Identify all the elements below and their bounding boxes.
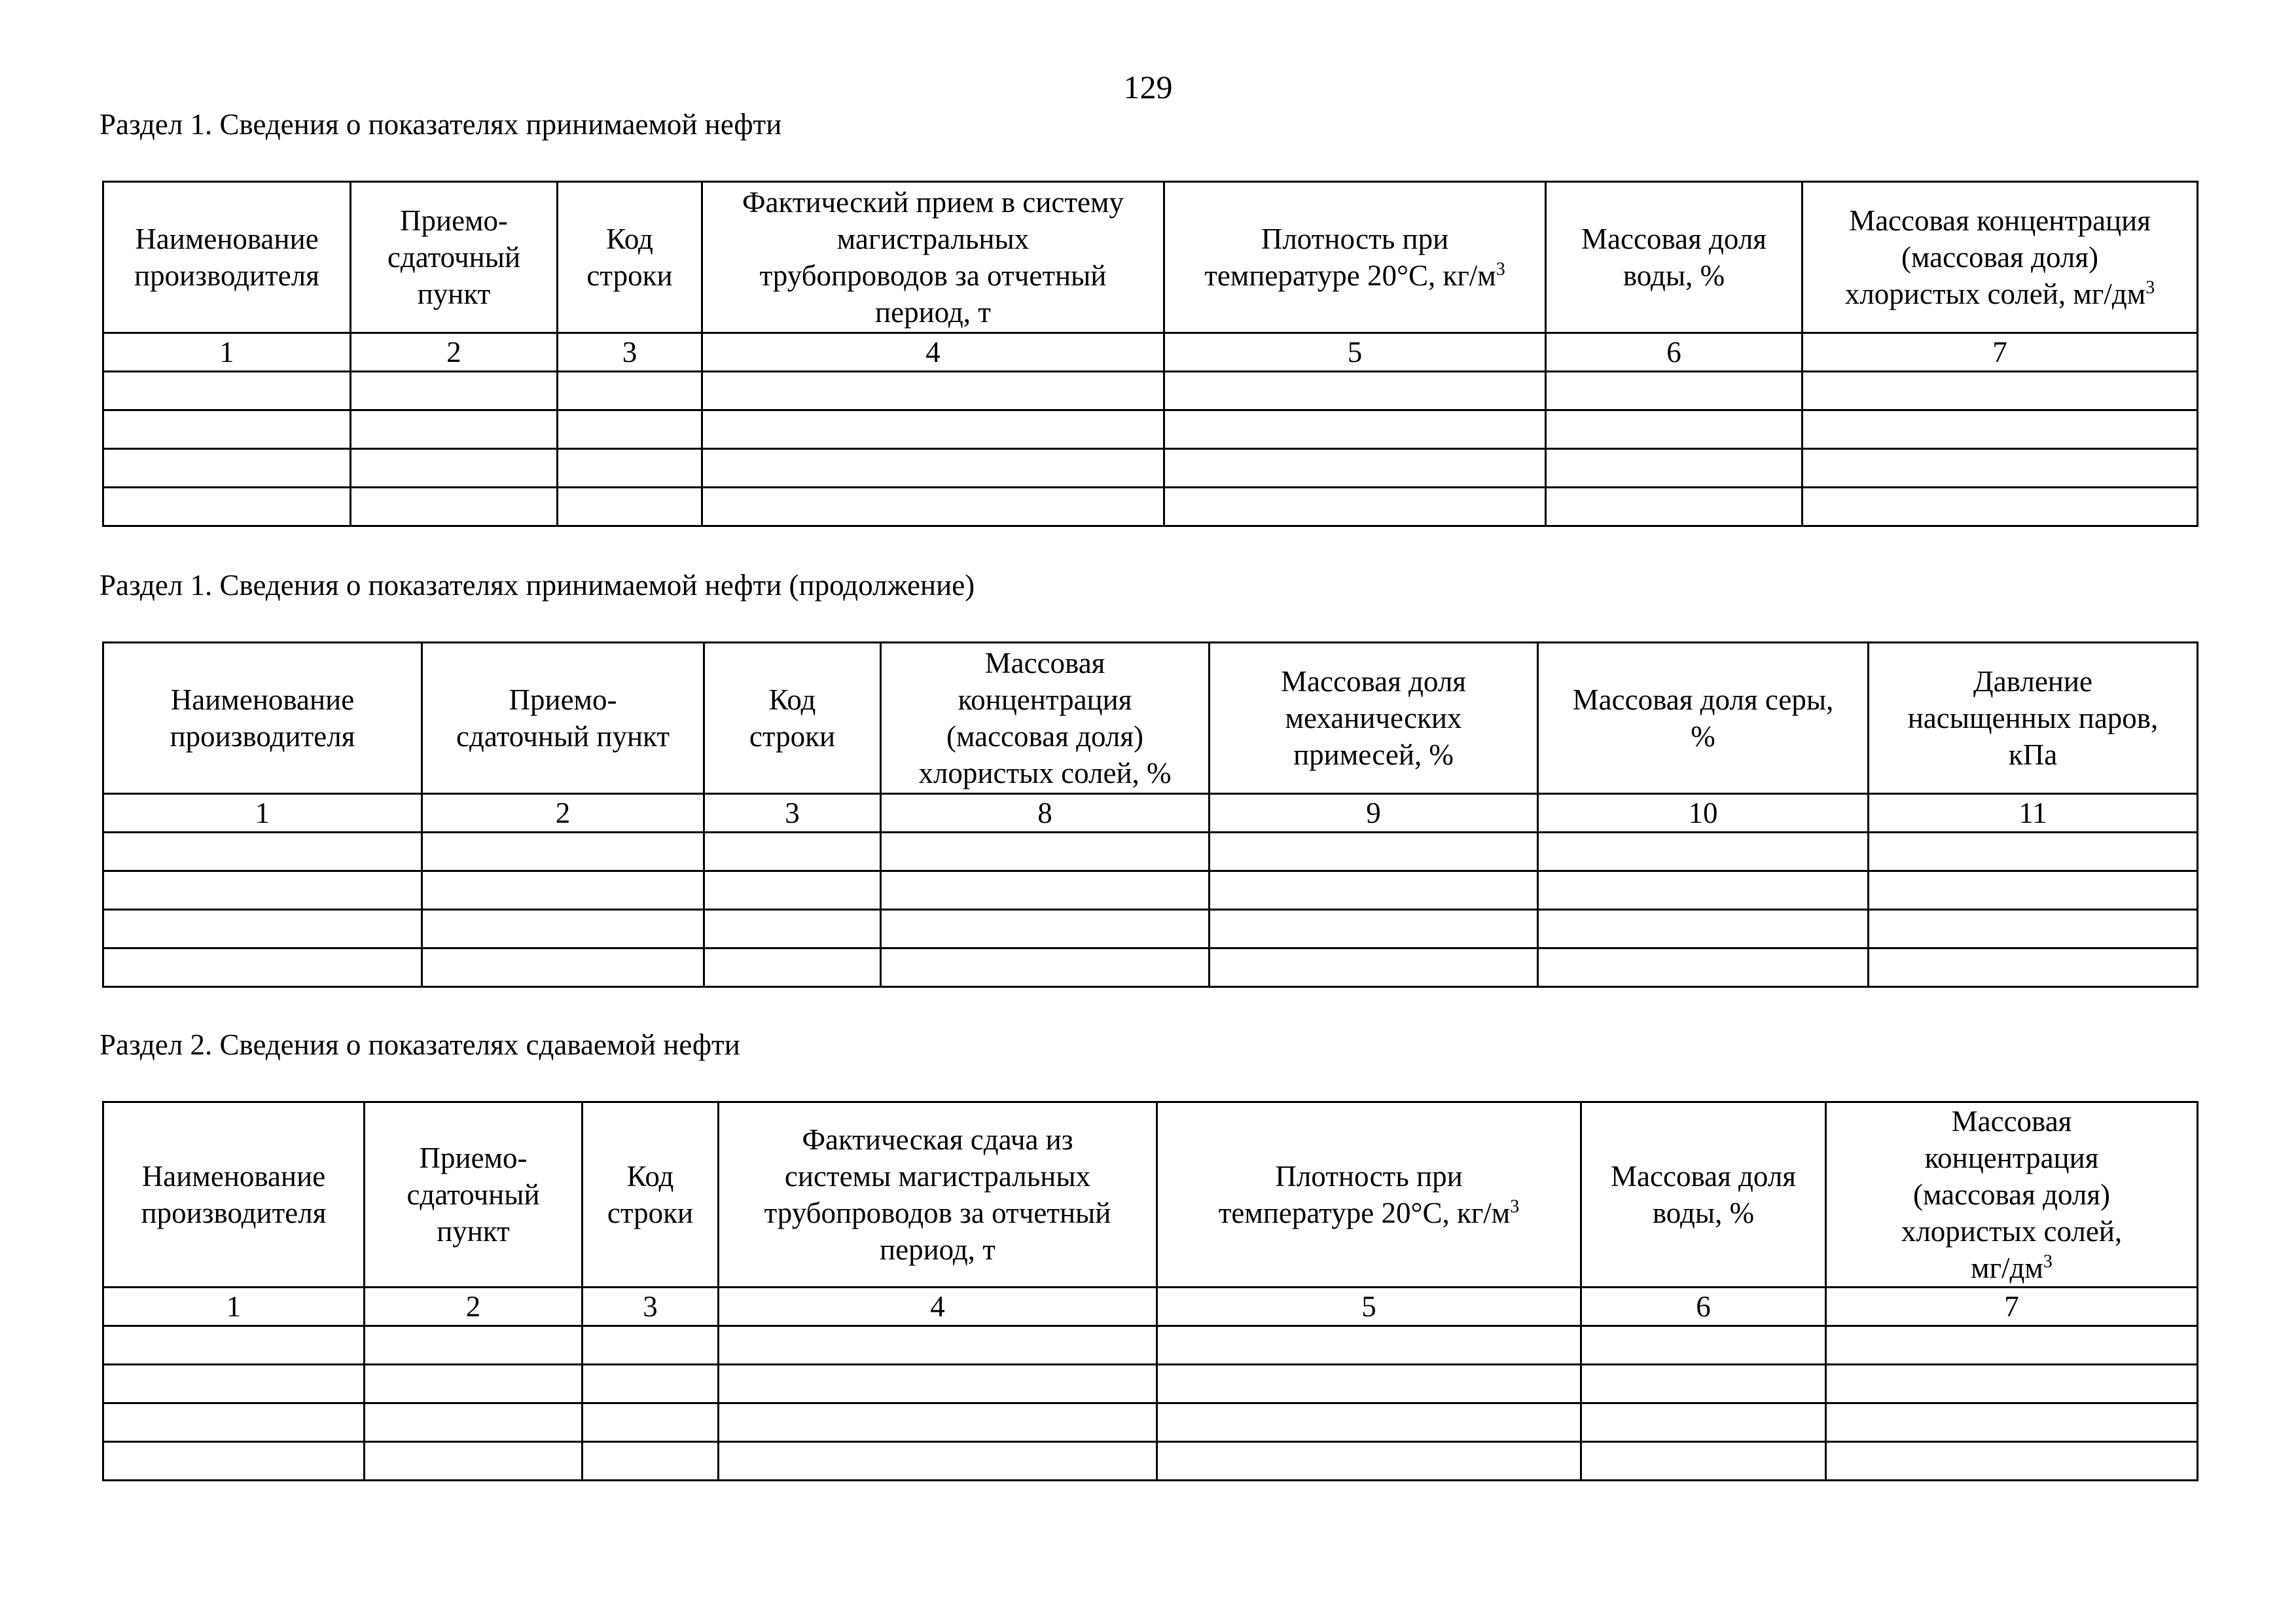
- empty-cell: [1538, 871, 1869, 910]
- empty-cell: [583, 1365, 719, 1403]
- unit-superscript: 3: [1496, 259, 1505, 280]
- empty-cell: [1826, 1442, 2198, 1481]
- column-header: [1546, 182, 1803, 333]
- column-number: 3: [558, 333, 702, 372]
- column-number: 1: [103, 1288, 365, 1326]
- column-number: 2: [351, 333, 558, 372]
- empty-cell: [1210, 871, 1538, 910]
- column-header: [702, 182, 1164, 333]
- header-row: [103, 1102, 2198, 1288]
- empty-cell: [1157, 1326, 1581, 1365]
- empty-cell: [103, 372, 351, 410]
- empty-cell: [558, 449, 702, 488]
- empty-cell: [704, 833, 881, 871]
- empty-cell: [365, 1365, 583, 1403]
- column-header-label: Приемо- сдаточный пункт: [406, 1142, 540, 1248]
- empty-cell: [1546, 410, 1803, 449]
- column-header: [704, 643, 881, 794]
- empty-cell: [1803, 449, 2198, 488]
- empty-cell: [351, 488, 558, 526]
- table-row: [103, 372, 2198, 410]
- table-row: [103, 449, 2198, 488]
- column-header: [1210, 643, 1538, 794]
- empty-cell: [1538, 833, 1869, 871]
- empty-cell: [719, 1403, 1157, 1442]
- empty-cell: [1546, 372, 1803, 410]
- column-header: [558, 182, 702, 333]
- column-header-label: Фактическая сдача из системы магистральных трубопроводов за отчетный период, т: [764, 1123, 1111, 1266]
- empty-cell: [1164, 410, 1546, 449]
- empty-cell: [702, 449, 1164, 488]
- column-header: [365, 1102, 583, 1288]
- column-header-label: Массовая концентрация (массовая доля) хлористых солей, %: [918, 647, 1172, 789]
- empty-cell: [1826, 1403, 2198, 1442]
- empty-cell: [422, 948, 704, 987]
- table-row: [103, 488, 2198, 526]
- unit-superscript: 3: [1510, 1197, 1520, 1217]
- empty-cell: [1210, 910, 1538, 948]
- column-header: [422, 643, 704, 794]
- column-header-label: Массовая доля воды, %: [1581, 223, 1767, 292]
- column-header: [103, 182, 351, 333]
- empty-cell: [1869, 871, 2198, 910]
- empty-cell: [103, 871, 422, 910]
- column-header: [1869, 643, 2198, 794]
- empty-cell: [1164, 488, 1546, 526]
- column-header: [1581, 1102, 1826, 1288]
- table-section-1: [102, 181, 2198, 527]
- column-number: 9: [1210, 794, 1538, 833]
- empty-cell: [103, 1403, 365, 1442]
- empty-cell: [103, 833, 422, 871]
- column-number: 3: [704, 794, 881, 833]
- column-header: [1538, 643, 1869, 794]
- table-row: [103, 948, 2198, 987]
- empty-cell: [1581, 1365, 1826, 1403]
- column-number: 2: [365, 1288, 583, 1326]
- column-header-label: Наименование производителя: [134, 223, 319, 292]
- empty-cell: [702, 488, 1164, 526]
- empty-cell: [1157, 1442, 1581, 1481]
- empty-cell: [1803, 372, 2198, 410]
- empty-cell: [422, 871, 704, 910]
- section-title-3: Раздел 2. Сведения о показателях сдаваемой нефти: [99, 1028, 740, 1061]
- empty-cell: [1869, 948, 2198, 987]
- empty-cell: [1803, 410, 2198, 449]
- empty-cell: [351, 410, 558, 449]
- section-title-1: Раздел 1. Сведения о показателях принимаемой нефти: [99, 108, 782, 141]
- table-row: [103, 871, 2198, 910]
- column-number: 4: [719, 1288, 1157, 1326]
- empty-cell: [103, 1365, 365, 1403]
- empty-cell: [704, 871, 881, 910]
- section-title-2: Раздел 1. Сведения о показателях принимаемой нефти (продолжение): [99, 569, 975, 602]
- header-row: [103, 643, 2198, 794]
- empty-cell: [422, 833, 704, 871]
- empty-cell: [1826, 1326, 2198, 1365]
- empty-cell: [719, 1326, 1157, 1365]
- column-header-label: Массовая доля серы, %: [1572, 683, 1834, 753]
- empty-cell: [881, 833, 1210, 871]
- empty-cell: [558, 488, 702, 526]
- column-number: 8: [881, 794, 1210, 833]
- empty-cell: [365, 1403, 583, 1442]
- empty-cell: [704, 910, 881, 948]
- unit-superscript: 3: [2043, 1252, 2053, 1272]
- column-header-label: Давление насыщенных паров, кПа: [1907, 665, 2159, 771]
- empty-cell: [103, 449, 351, 488]
- empty-cell: [583, 1326, 719, 1365]
- empty-cell: [1581, 1403, 1826, 1442]
- empty-cell: [103, 410, 351, 449]
- column-header-label: Код строки: [607, 1160, 694, 1229]
- empty-cell: [702, 372, 1164, 410]
- table-row: [103, 410, 2198, 449]
- column-header-label: Массовая концентрация (массовая доля) хлористых солей, $мг/дм^3$: [1901, 1105, 2123, 1284]
- table-row: [103, 833, 2198, 871]
- empty-cell: [365, 1326, 583, 1365]
- column-number: 4: [702, 333, 1164, 372]
- table-row: [103, 1326, 2198, 1365]
- empty-cell: [881, 910, 1210, 948]
- table-row: [103, 1365, 2198, 1403]
- empty-cell: [1546, 488, 1803, 526]
- column-number-row: [103, 794, 2198, 833]
- empty-cell: [558, 372, 702, 410]
- column-header-label: Массовая доля механических примесей, %: [1281, 665, 1466, 771]
- column-header: [103, 643, 422, 794]
- empty-cell: [103, 948, 422, 987]
- empty-cell: [351, 449, 558, 488]
- column-header: [881, 643, 1210, 794]
- column-header-label: Код строки: [749, 683, 836, 753]
- column-header-label: Наименование производителя: [141, 1160, 327, 1229]
- column-header-label: Наименование производителя: [170, 683, 355, 753]
- empty-cell: [1210, 948, 1538, 987]
- column-number: 5: [1164, 333, 1546, 372]
- unit-superscript: 3: [2145, 278, 2155, 298]
- column-number: 7: [1803, 333, 2198, 372]
- column-header-label: Плотность при температуре 20°С, $кг/м^3$: [1218, 1160, 1520, 1229]
- empty-cell: [1538, 948, 1869, 987]
- column-number: 3: [583, 1288, 719, 1326]
- empty-cell: [719, 1442, 1157, 1481]
- empty-cell: [1803, 488, 2198, 526]
- empty-cell: [704, 948, 881, 987]
- page-number: 129: [1123, 69, 1173, 105]
- empty-cell: [1546, 449, 1803, 488]
- empty-cell: [422, 910, 704, 948]
- table-section-2: [102, 1101, 2198, 1481]
- empty-cell: [1210, 833, 1538, 871]
- column-header: [719, 1102, 1157, 1288]
- column-number: 6: [1546, 333, 1803, 372]
- empty-cell: [1869, 833, 2198, 871]
- empty-cell: [103, 910, 422, 948]
- empty-cell: [702, 410, 1164, 449]
- column-header: [351, 182, 558, 333]
- empty-cell: [1581, 1326, 1826, 1365]
- column-number: 1: [103, 794, 422, 833]
- column-number: 5: [1157, 1288, 1581, 1326]
- column-number: 6: [1581, 1288, 1826, 1326]
- empty-cell: [881, 948, 1210, 987]
- column-header-label: Массовая концентрация (массовая доля) хлористых солей, $мг/дм^3$: [1844, 204, 2155, 310]
- column-number-row: [103, 333, 2198, 372]
- empty-cell: [1826, 1365, 2198, 1403]
- column-number: 11: [1869, 794, 2198, 833]
- column-header-label: Плотность при температуре 20°С, $кг/м^3$: [1204, 223, 1505, 292]
- column-number: 7: [1826, 1288, 2198, 1326]
- column-number: 1: [103, 333, 351, 372]
- table-row: [103, 1442, 2198, 1481]
- column-header-label: Код строки: [586, 223, 673, 292]
- empty-cell: [1581, 1442, 1826, 1481]
- column-header-label: Приемо- сдаточный пункт: [456, 683, 670, 753]
- empty-cell: [103, 488, 351, 526]
- column-header: [1803, 182, 2198, 333]
- column-header-label: Приемо- сдаточный пункт: [387, 204, 521, 310]
- column-header: [1826, 1102, 2198, 1288]
- table-row: [103, 910, 2198, 948]
- column-number: 10: [1538, 794, 1869, 833]
- empty-cell: [103, 1442, 365, 1481]
- empty-cell: [365, 1442, 583, 1481]
- empty-cell: [583, 1442, 719, 1481]
- empty-cell: [351, 372, 558, 410]
- empty-cell: [1869, 910, 2198, 948]
- empty-cell: [558, 410, 702, 449]
- column-header-label: Массовая доля воды, %: [1611, 1160, 1796, 1229]
- empty-cell: [881, 871, 1210, 910]
- empty-cell: [1538, 910, 1869, 948]
- column-header-label: Фактический прием в систему магистральных трубопроводов за отчетный период, т: [742, 186, 1124, 329]
- empty-cell: [1164, 449, 1546, 488]
- empty-cell: [103, 1326, 365, 1365]
- column-number: 2: [422, 794, 704, 833]
- table-row: [103, 1403, 2198, 1442]
- empty-cell: [719, 1365, 1157, 1403]
- empty-cell: [1157, 1403, 1581, 1442]
- column-header: [1164, 182, 1546, 333]
- header-row: [103, 182, 2198, 333]
- empty-cell: [1164, 372, 1546, 410]
- empty-cell: [583, 1403, 719, 1442]
- table-section-1-continued: [102, 641, 2198, 988]
- column-header: [103, 1102, 365, 1288]
- column-header: [1157, 1102, 1581, 1288]
- column-number-row: [103, 1288, 2198, 1326]
- column-header: [583, 1102, 719, 1288]
- empty-cell: [1157, 1365, 1581, 1403]
